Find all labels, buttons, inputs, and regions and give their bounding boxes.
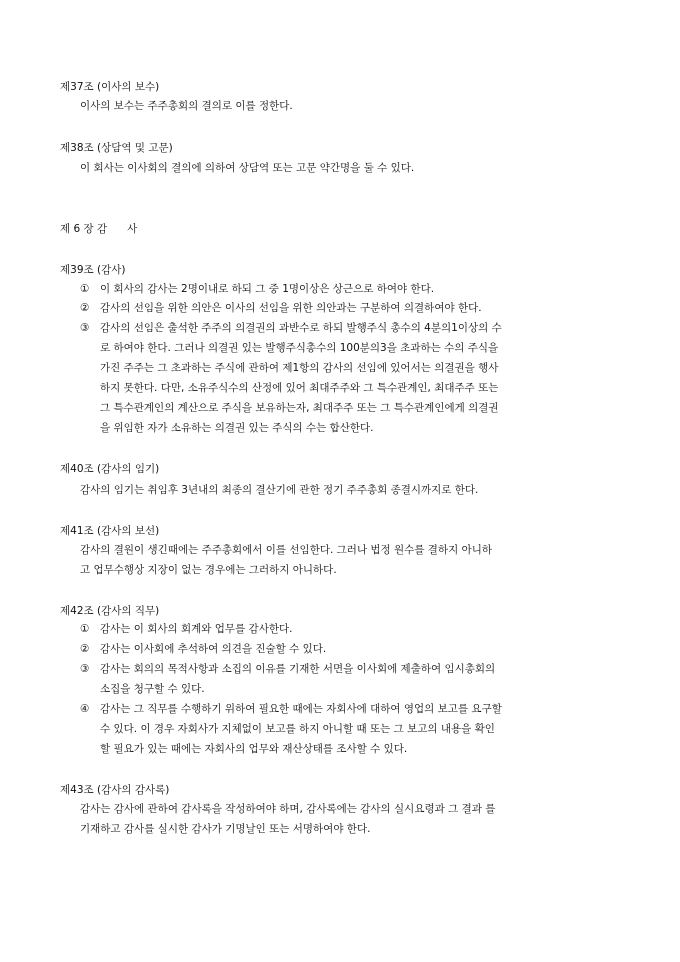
item-text-continued: 하지 못한다. 다만, 소유주식수의 산정에 있어 최대주주와 그 특수관계인, 최대주주 또는 [100, 382, 499, 394]
article-38-body: 이 회사는 이사회의 결의에 의하여 상담역 또는 고문 약간명을 둘 수 있다. [80, 162, 415, 174]
article-43-body-line: 기재하고 감사를 실시한 감사가 기명날인 또는 서명하여야 한다. [80, 823, 371, 835]
chapter-6-heading: 제 6 장 감 사 [60, 223, 138, 235]
article-41-body-line: 고 업무수행상 지장이 없는 경우에는 그러하지 아니하다. [80, 564, 337, 576]
item-text-continued: 그 특수관계인의 계산으로 주식을 보유하는자, 최대주주 또는 그 특수관계인에게 의결권 [100, 402, 499, 414]
item-text-continued: 가진 주주는 그 초과하는 주식에 관하여 제1항의 감사의 선임에 있어서는 의결권을 행사 [100, 362, 499, 374]
item-number: ② [80, 643, 90, 655]
article-43-body-line: 감사는 감사에 관하여 감사록을 작성하여야 하며, 감사록에는 감사의 실시요령과 그 결과 를 [80, 803, 496, 815]
item-text: 감사의 선임은 출석한 주주의 의결권의 과반수로 하되 발행주식 총수의 4분의1이상의 수 [100, 322, 502, 334]
item-text-continued: 로 하여야 한다. 그러나 의결권 있는 발행주식총수의 100분의3을 초과하는 수의 주식을 [100, 342, 499, 354]
item-number: ③ [80, 322, 90, 334]
article-40-body: 감사의 임기는 취임후 3년내의 최종의 결산기에 관한 정기 주주총회 종결시까지로 한다. [80, 484, 479, 496]
item-text: 감사는 이 회사의 회계와 업무를 감사한다. [100, 623, 293, 635]
article-37-body: 이사의 보수는 주주총회의 결의로 이를 정한다. [80, 100, 293, 112]
item-text-continued: 소집을 청구할 수 있다. [100, 683, 205, 695]
item-text: 감사는 그 직무를 수행하기 위하여 필요한 때에는 자회사에 대하여 영업의 보고를 요구할 [100, 703, 502, 715]
article-42-title: 제42조 (감사의 직무) [60, 605, 160, 617]
article-39-title: 제39조 (감사) [60, 264, 126, 276]
article-41-body-line: 감사의 결원이 생긴때에는 주주총회에서 이를 선임한다. 그러나 법정 원수를 결하지 아니하 [80, 544, 493, 556]
article-37-title: 제37조 (이사의 보수) [60, 81, 160, 93]
item-number: ③ [80, 663, 90, 675]
article-38-title: 제38조 (상담역 및 고문) [60, 142, 173, 154]
article-43-title: 제43조 (감사의 감사록) [60, 784, 170, 796]
item-text: 감사의 선임을 위한 의안은 이사의 선임을 위한 의안과는 구분하여 의결하여야 한다. [100, 302, 482, 314]
item-text: 이 회사의 감사는 2명이내로 하되 그 중 1명이상은 상근으로 하여야 한다. [100, 283, 435, 295]
article-40-title: 제40조 (감사의 임기) [60, 463, 160, 475]
item-number: ① [80, 283, 90, 295]
item-number: ① [80, 623, 90, 635]
item-text: 감사는 이사회에 추석하여 의견을 진술할 수 있다. [100, 643, 327, 655]
article-41-title: 제41조 (감사의 보선) [60, 525, 160, 537]
item-text-continued: 을 위임한 자가 소유하는 의결권 있는 주식의 수는 합산한다. [100, 422, 374, 434]
item-text-continued: 할 필요가 있는 때에는 자회사의 업무와 재산상태를 조사할 수 있다. [100, 743, 408, 755]
item-text-continued: 수 있다. 이 경우 자회사가 지체없이 보고를 하지 아니할 때 또는 그 보고의 내용을 확인 [100, 723, 495, 735]
item-number: ② [80, 302, 90, 314]
item-number: ④ [80, 703, 90, 715]
item-text: 감사는 회의의 목적사항과 소집의 이유를 기재한 서면을 이사회에 제출하여 임시총회의 [100, 663, 496, 675]
